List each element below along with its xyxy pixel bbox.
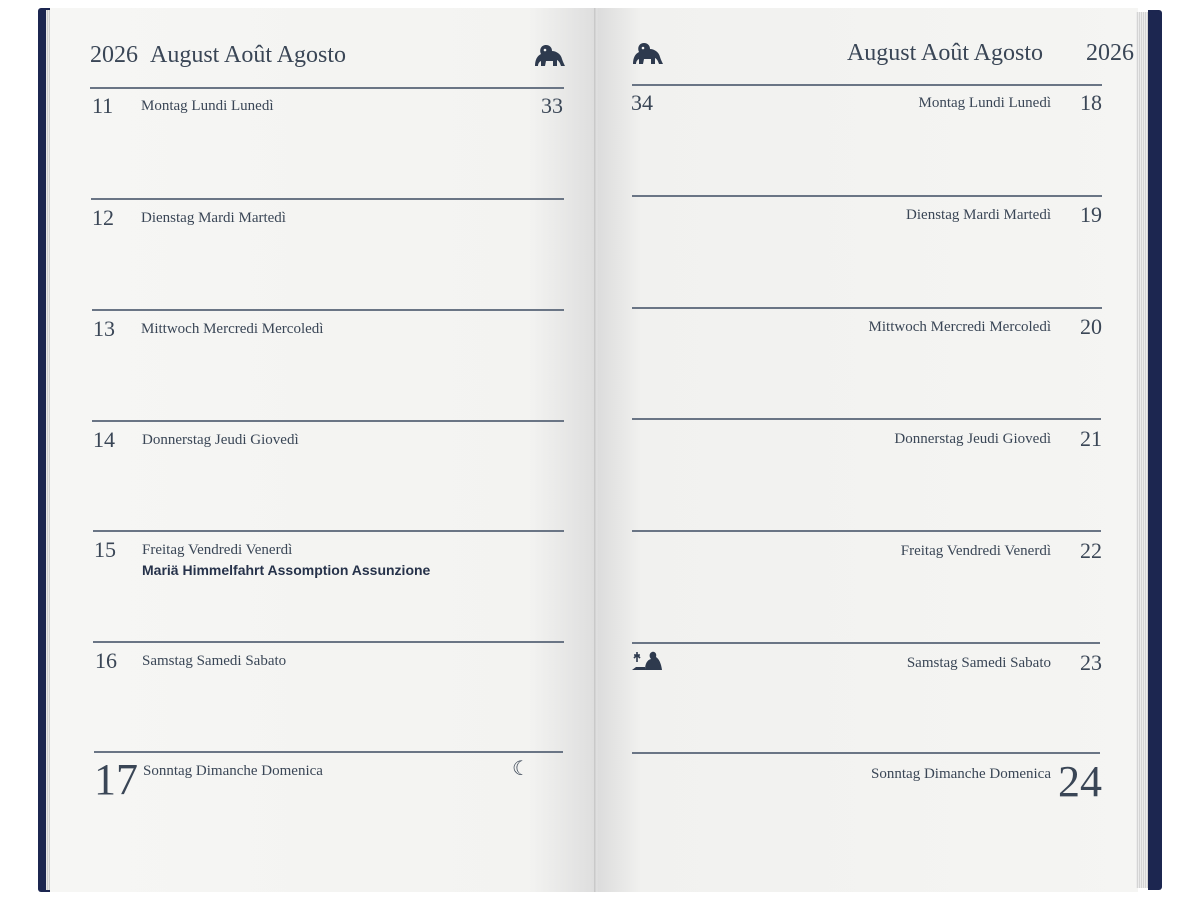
weekday-label: Donnerstag Jeudi Giovedì [894, 431, 1051, 447]
virgo-maiden-icon [631, 648, 663, 676]
day-divider [93, 530, 564, 532]
day-divider [632, 752, 1100, 754]
left-week-number: 33 [541, 93, 563, 118]
day-divider [632, 307, 1102, 309]
weekday-label: Samstag Samedi Sabato [906, 655, 1051, 671]
weekday-label: Sonntag Dimanche Domenica [871, 766, 1051, 782]
sunday-day-number: 17 [94, 755, 138, 804]
weekday-label: Freitag Vendredi Venerdì [142, 542, 293, 558]
weekday-label: Freitag Vendredi Venerdì [900, 543, 1051, 559]
right-header-year: 2026 [1086, 40, 1134, 66]
day-number: 14 [93, 427, 115, 452]
day-divider [632, 195, 1102, 197]
day-number: 23 [1080, 650, 1102, 675]
day-number: 12 [92, 205, 114, 230]
weekday-label: Montag Lundi Lunedì [141, 98, 274, 114]
day-divider [632, 418, 1101, 420]
left-header-rule [90, 87, 564, 89]
day-number: 20 [1080, 314, 1102, 339]
right-header-month: August Août Agosto [846, 40, 1043, 66]
weekday-label: Dienstag Mardi Martedì [141, 210, 286, 226]
day-divider [632, 642, 1100, 644]
day-divider [91, 198, 564, 200]
day-number: 19 [1080, 202, 1102, 227]
left-header-year: 2026 [90, 42, 138, 68]
day-divider [92, 309, 564, 311]
day-divider [632, 530, 1101, 532]
leo-lion-icon [532, 42, 566, 74]
weekday-label: Donnerstag Jeudi Giovedì [142, 432, 299, 448]
weekday-label: Mittwoch Mercredi Mercoledì [868, 319, 1051, 335]
day-number: 18 [1080, 90, 1102, 115]
weekday-label: Sonntag Dimanche Domenica [143, 763, 323, 779]
weekday-label: Mittwoch Mercredi Mercoledì [141, 321, 324, 337]
right-header-rule [632, 84, 1102, 86]
day-divider [92, 420, 564, 422]
day-number: 11 [92, 93, 114, 118]
crescent-moon-icon: ☾ [512, 756, 530, 780]
weekday-label: Samstag Samedi Sabato [142, 653, 287, 669]
day-divider [94, 751, 563, 753]
sunday-day-number: 24 [1058, 757, 1102, 806]
weekday-label: Montag Lundi Lunedì [918, 95, 1051, 111]
day-number: 16 [95, 648, 117, 673]
day-number: 15 [94, 537, 116, 562]
day-number: 22 [1080, 538, 1102, 563]
day-number: 21 [1080, 426, 1102, 451]
right-page [598, 8, 1138, 892]
left-header-month: August Août Agosto [150, 42, 347, 68]
weekday-label: Dienstag Mardi Martedì [906, 207, 1051, 223]
diary-cover-right-edge [1148, 10, 1162, 890]
right-week-number: 34 [631, 90, 653, 115]
holiday-label: Mariä Himmelfahrt Assomption Assunzione [142, 562, 431, 578]
day-number: 13 [93, 316, 115, 341]
day-divider [93, 641, 564, 643]
leo-lion-icon [630, 40, 664, 72]
